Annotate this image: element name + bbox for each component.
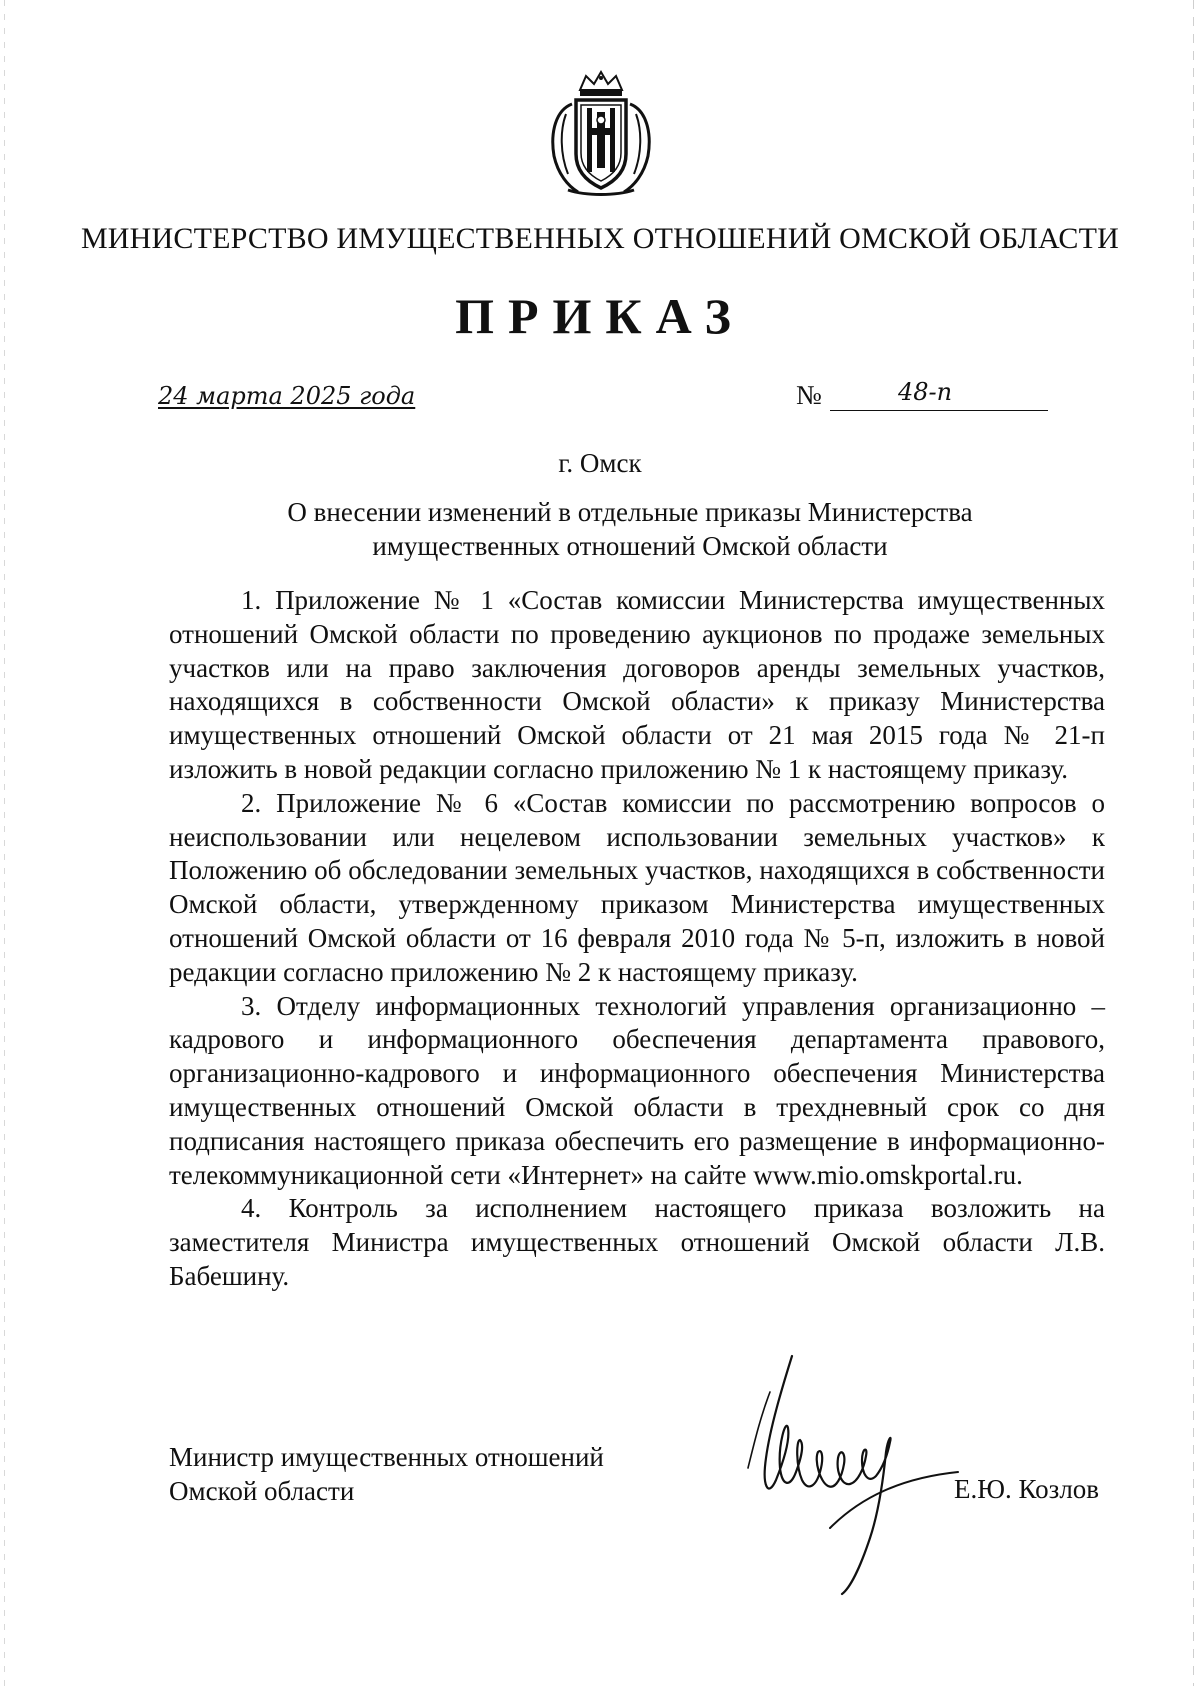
handwritten-order-number: 48-п (898, 378, 953, 406)
subject-line-1: О внесении изменений в отдельные приказы Министерства (287, 497, 973, 527)
body-paragraph-1: 1. Приложение № 1 «Состав комиссии Министерства имущественных отношений Омской области по проведению аукционов по продаже земельных участков или на право заключения договоров аренды земельных участков, находящихся в собственности Омской области» к приказу Министерства имущественных отношений Омской области от 21 мая 2015 года № 21-п изложить в новой редакции согласно приложению № 1 к настоящему приказу. (169, 585, 1105, 784)
order-subject (260, 495, 1000, 563)
handwritten-date: 24 марта 2025 года (158, 382, 416, 410)
ministry-name: МИНИСТЕРСТВО ИМУЩЕСТВЕННЫХ ОТНОШЕНИЙ ОМСКОЙ ОБЛАСТИ (80, 222, 1120, 255)
handwritten-signature (730, 1348, 960, 1598)
signatory-position (169, 1440, 604, 1508)
issue-city: г. Омск (558, 448, 642, 478)
body-paragraph-4: 4. Контроль за исполнением настоящего приказа возложить на заместителя Министра имущественных отношений Омской области Л.В. Бабешину. (169, 1193, 1105, 1291)
signatory-position-line-2: Омской области (169, 1476, 355, 1506)
body-paragraph-2: 2. Приложение № 6 «Состав комиссии по рассмотрению вопросов о неиспользовании или нецелевом использовании земельных участков» к Положению об обследовании земельных участков, находящихся в собственности Омской области, утвержденному приказом Министерства имущественных отношений Омской области от 16 февраля 2010 года № 5-п, изложить в новой редакции согласно приложению № 2 к настоящему приказу. (169, 787, 1105, 987)
signatory-name: Е.Ю. Козлов (954, 1474, 1100, 1504)
order-number-underline (830, 410, 1048, 411)
signatory-position-line-1: Министр имущественных отношений (169, 1442, 604, 1472)
order-number-label: № (796, 380, 822, 410)
coat-of-arms-emblem (542, 70, 660, 198)
document-type-title: ПРИКАЗ (455, 288, 745, 344)
order-body (169, 584, 1105, 1294)
body-paragraph-3: 3. Отделу информационных технологий управления организационно – кадрового и информационного обеспечения департамента правового, организационно-кадрового и информационного обеспечения Министерства имущественных отношений Омской области в трехдневный срок со дня подписания настоящего приказа обеспечить его размещение в информационно-телекоммуникационной сети «Интернет» на сайте www.mio.omskportal.ru. (169, 990, 1105, 1190)
subject-line-2: имущественных отношений Омской области (372, 531, 888, 561)
